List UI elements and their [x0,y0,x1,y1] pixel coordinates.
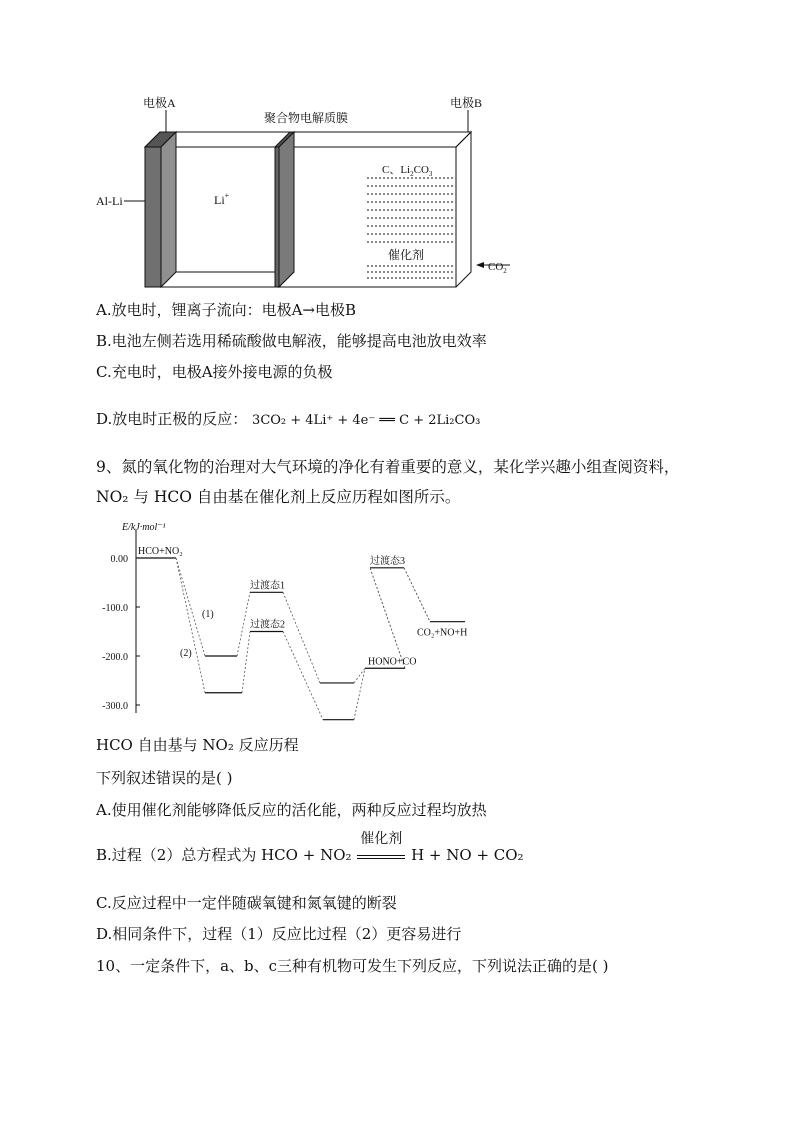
state-label: 过渡态3 [370,555,405,567]
energy-diagram [90,518,500,728]
q9-option-b-prefix: B.过程（2）总方程式为 HCO + NO₂ [96,846,352,864]
electrode-a-label: 电极A [143,96,176,110]
q9-stem-line1: 9、氮的氧化物的治理对大气环境的净化有着重要的意义，某化学兴趣小组查阅资料， [96,458,680,476]
q10-stem: 10、一定条件下，a、b、c三种有机物可发生下列反应，下列说法正确的是( ) [96,957,609,975]
state-label: HCO+NO₂ [138,546,183,557]
state-label: HONO+CO [368,656,417,668]
q9-option-b [96,831,524,865]
membrane-plate [275,132,294,287]
series-label-2: (2) [180,648,192,659]
q8-option-d-equation: 3CO₂ + 4Li⁺ + 4e⁻ ══ C + 2Li₂CO₃ [252,413,481,428]
membrane-label: 聚合物电解质膜 [264,111,349,125]
li-ion-label: Li+ [214,191,230,207]
series-label-1: (1) [202,608,214,620]
catalyst-arrow-label: 催化剂 [360,831,403,847]
q9-option-b-suffix: H + NO + CO₂ [411,846,524,864]
connector-2 [242,632,250,693]
product-label: C、$Li_2CO_3$ [382,164,433,178]
q8-option-c: C.充电时，电极A接外接电源的负极 [96,363,333,381]
connector-1 [237,592,250,656]
y-tick-label: -200.0 [102,652,128,663]
y-tick-label: -300.0 [102,701,128,712]
y-tick-label: 0.00 [110,554,128,565]
q9-option-a: A.使用催化剂能够降低反应的活化能，两种反应过程均放热 [96,801,487,819]
q9-prompt: 下列叙述错误的是( ) [96,769,233,787]
q8-option-d [96,409,480,431]
connector-1 [283,592,320,683]
state-label: 过渡态2 [250,619,285,631]
battery-diagram [90,90,530,290]
connector-2 [404,568,430,622]
connector-2 [370,568,405,668]
q9-option-d: D.相同条件下，过程（1）反应比过程（2）更容易进行 [96,925,462,943]
y-axis-label: E/kJ·mol⁻¹ [122,522,166,533]
state-label: 过渡态1 [250,580,285,592]
q8-option-d-prefix: D.放电时正极的反应： [96,410,248,428]
electrode-a-plate [145,132,176,287]
electrode-b-label: 电极B [450,96,483,110]
catalyst-label: 催化剂 [388,248,425,262]
cathode-layers [367,178,455,278]
connector-1 [176,558,205,656]
y-tick-label: -100.0 [102,603,128,614]
al-li-label: Al-Li [96,194,123,208]
q8-option-a: A.放电时，锂离子流向：电极A→电极B [96,301,357,319]
q9-caption: HCO 自由基与 NO₂ 反应历程 [96,736,299,754]
co2-label: $CO_2$ [488,261,507,275]
state-label: CO₂+NO+H [417,627,468,639]
q8-option-b: B.电池左侧若选用稀硫酸做电解液，能够提高电池放电效率 [96,332,487,350]
catalyst-arrow [356,831,406,865]
q9-option-c: C.反应过程中一定伴随碳氧键和氮氧键的断裂 [96,894,397,912]
connector-2 [176,558,205,693]
q9-stem-line2: NO₂ 与 HCO 自由基在催化剂上反应历程如图所示。 [96,488,461,506]
